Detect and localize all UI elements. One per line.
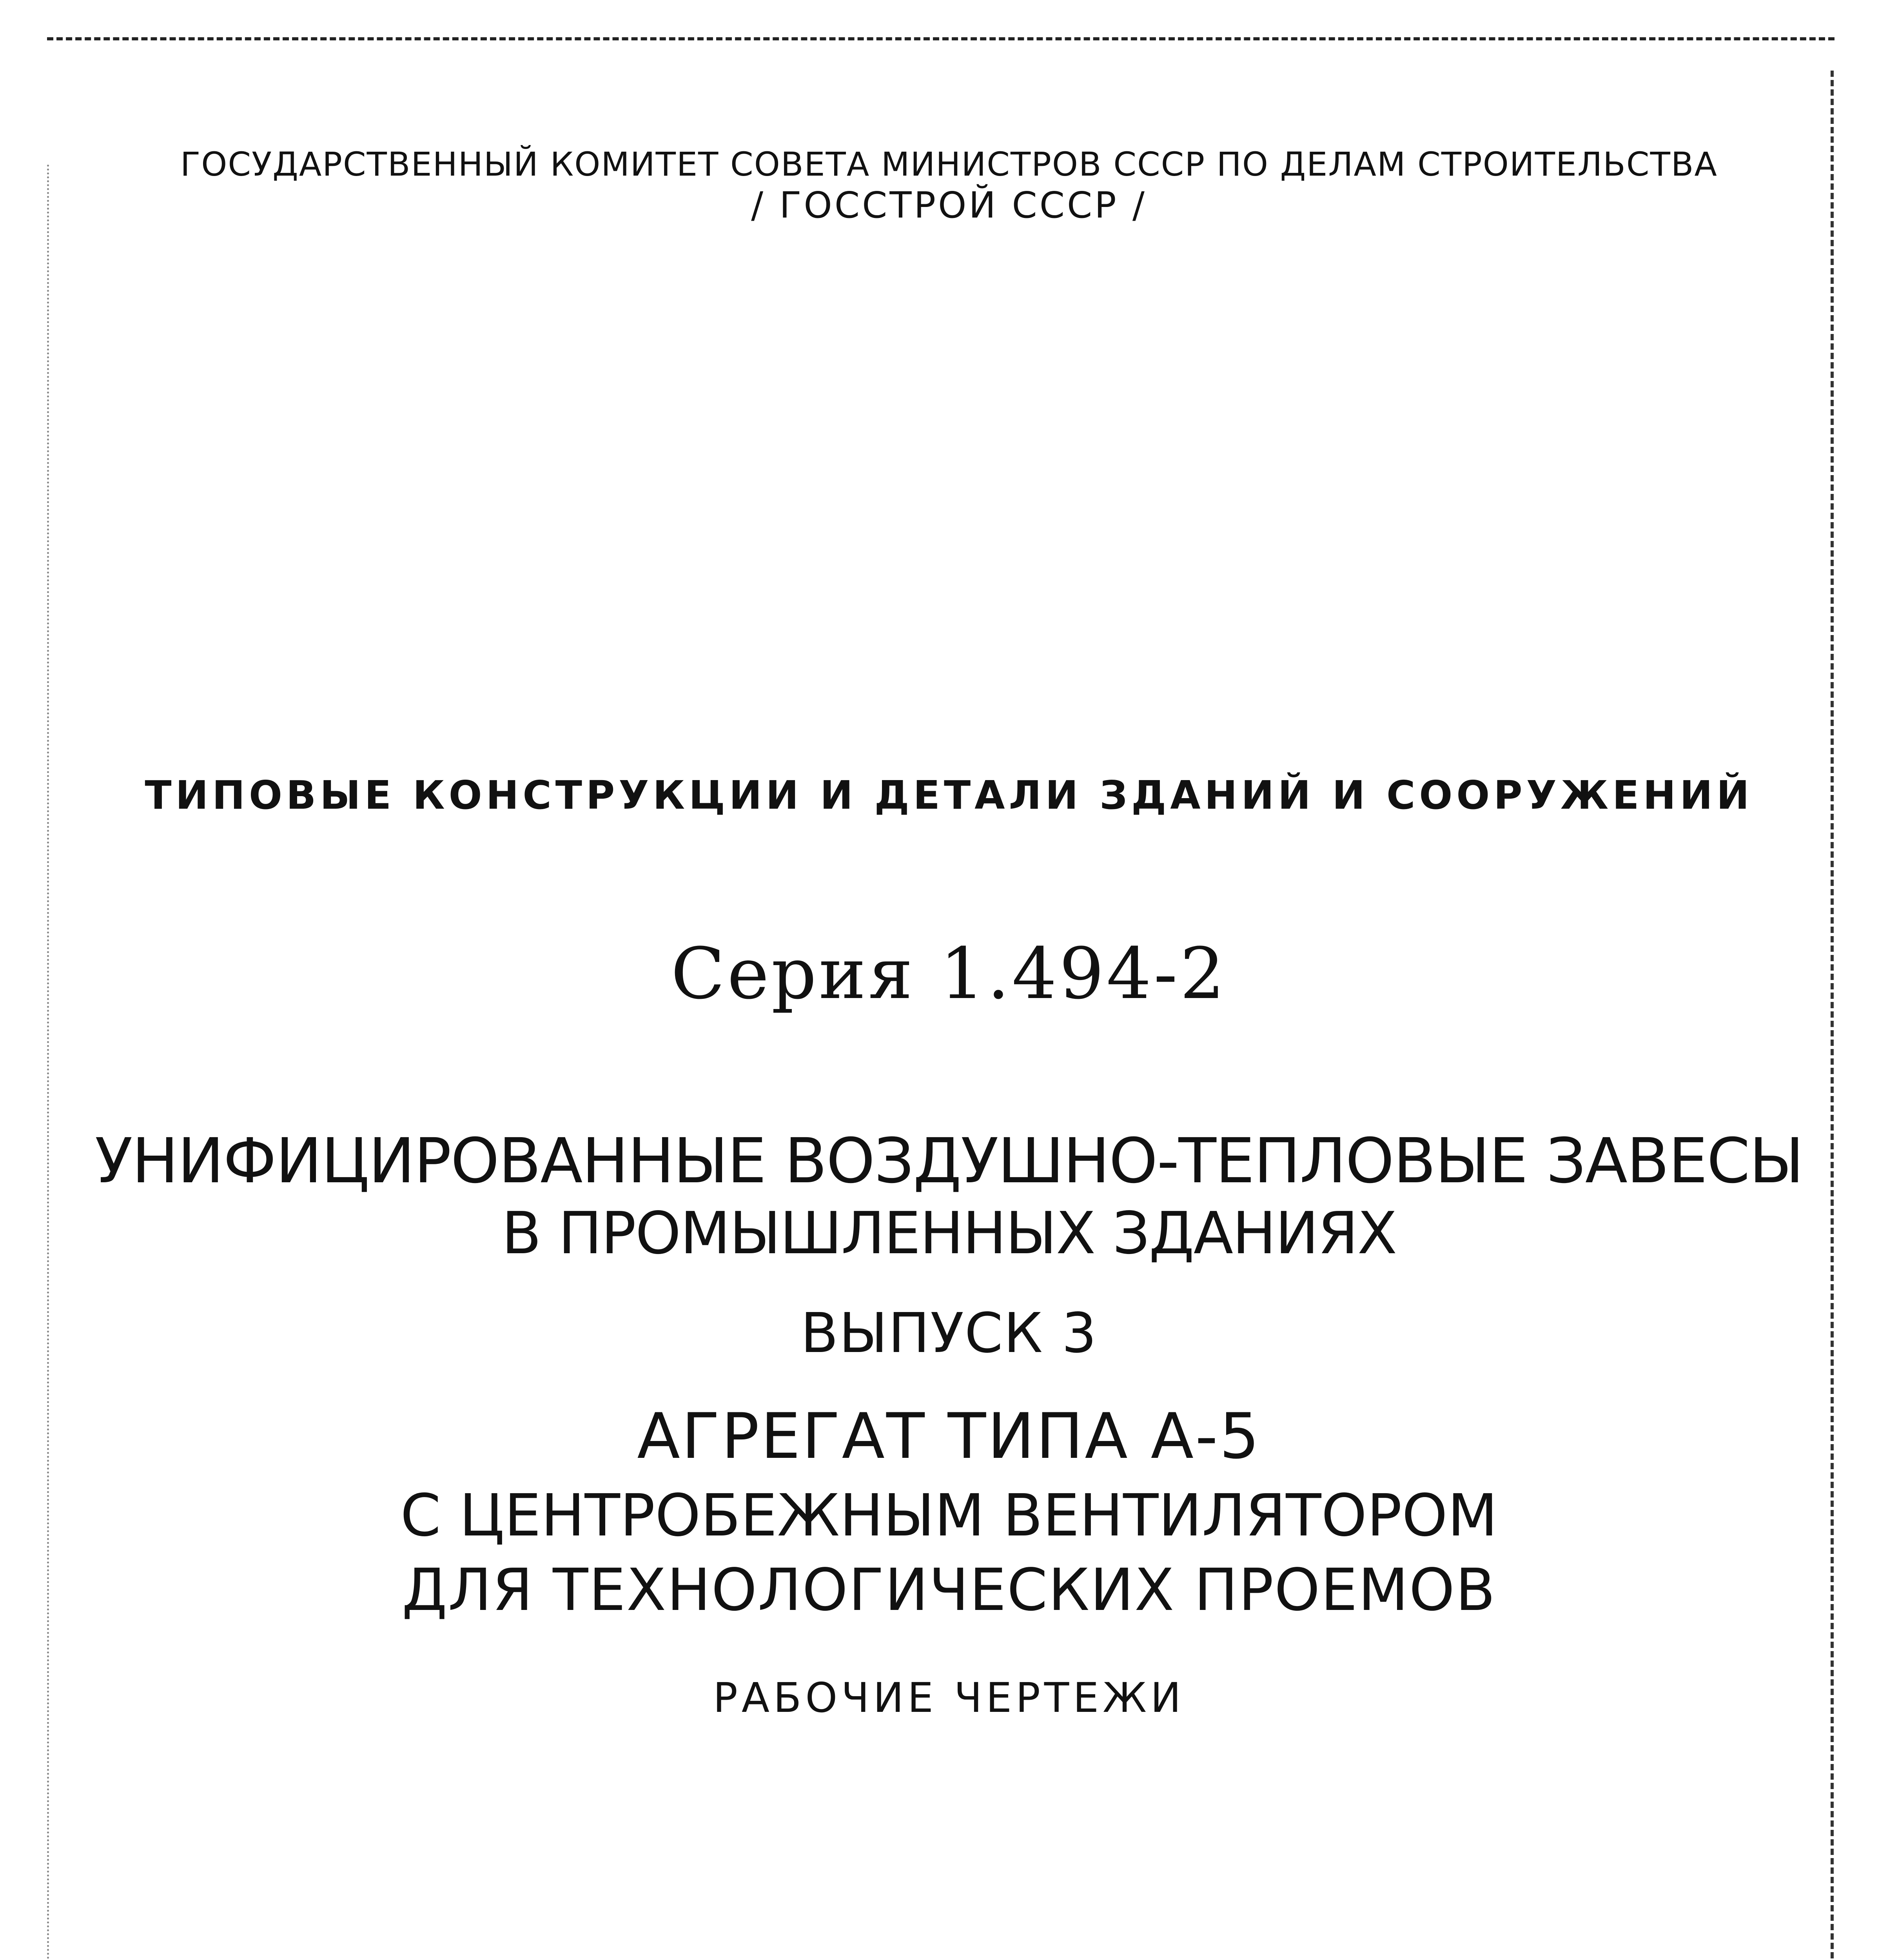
series-group-heading: ТИПОВЫЕ КОНСТРУКЦИИ И ДЕТАЛИ ЗДАНИЙ И СООРУЖЕНИЙ — [145, 772, 1753, 818]
document-title-line-2: В ПРОМЫШЛЕННЫХ ЗДАНИЯХ — [501, 1200, 1397, 1267]
series-number: Серия 1.494-2 — [671, 933, 1227, 1015]
document-title-line-1: УНИФИЦИРОВАННЫЕ ВОЗДУШНО-ТЕПЛОВЫЕ ЗАВЕСЫ — [95, 1125, 1803, 1197]
org-line-1: ГОСУДАРСТВЕННЫЙ КОМИТЕТ СОВЕТА МИНИСТРОВ СССР ПО ДЕЛАМ СТРОИТЕЛЬСТВА — [180, 145, 1718, 183]
frame-top-border — [47, 37, 1834, 40]
unit-title-line-1: АГРЕГАТ ТИПА А-5 — [637, 1399, 1261, 1473]
unit-title-line-2: С ЦЕНТРОБЕЖНЫМ ВЕНТИЛЯТОРОМ — [400, 1482, 1498, 1549]
unit-title-line-3: ДЛЯ ТЕХНОЛОГИЧЕСКИХ ПРОЕМОВ — [402, 1556, 1496, 1624]
issue-number: ВЫПУСК 3 — [800, 1301, 1098, 1365]
org-line-2: / ГОССТРОЙ СССР / — [751, 184, 1147, 226]
drawings-label: РАБОЧИЕ ЧЕРТЕЖИ — [713, 1674, 1185, 1722]
